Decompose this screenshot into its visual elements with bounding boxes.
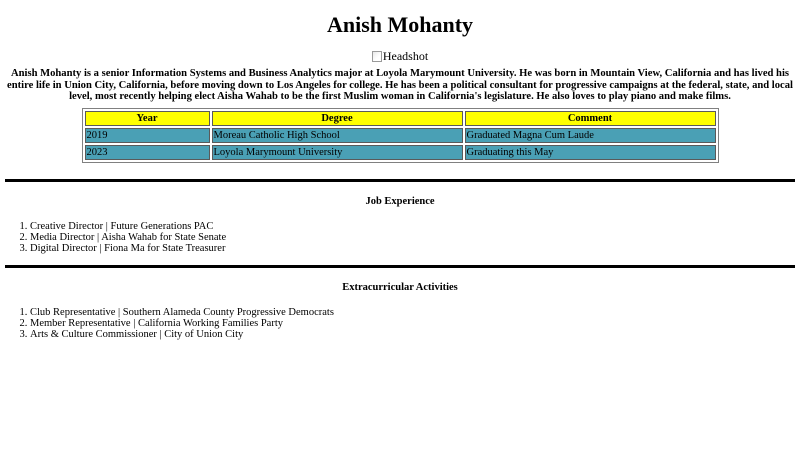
list-item: 2. Member Representative | California Working Families Party (30, 318, 795, 329)
headshot-container (5, 48, 795, 64)
broken-image-icon (372, 51, 382, 62)
page-title: Anish Mohanty (326, 12, 474, 37)
table-cell-year: 2023 (85, 145, 210, 160)
bio-paragraph: Anish Mohanty is a senior Information Systems and Business Analytics major at Loyola Marymount University. He was born in Mountain View, California and has lived his entire life in Union City, California, before moving down to Los Angeles for college. He has been a political consultant for progressive campaigns at the federal, state, and local level, most recently helping elect Aisha Wahab to be the first Muslim woman in California's legislature. He also loves to play piano and make films. (7, 68, 793, 102)
section-divider (5, 265, 795, 268)
list-item: 1. Club Representative | Southern Alameda County Progressive Democrats (30, 307, 795, 318)
table-row (85, 145, 716, 160)
list-item: 1. Creative Director | Future Generations PAC (30, 221, 795, 232)
headshot-alt-text: Headshot (382, 49, 429, 63)
extracurricular-heading: Extracurricular Activities (342, 281, 458, 293)
list-item: 3. Digital Director | Fiona Ma for State Treasurer (30, 243, 795, 254)
table-cell-degree: Moreau Catholic High School (212, 128, 463, 143)
table-cell-comment: Graduated Magna Cum Laude (465, 128, 716, 143)
job-experience-heading: Job Experience (365, 195, 435, 207)
education-table (82, 108, 719, 163)
headshot-image (372, 48, 428, 64)
table-cell-comment: Graduating this May (465, 145, 716, 160)
table-cell-degree: Loyola Marymount University (212, 145, 463, 160)
extracurricular-list (5, 307, 795, 340)
column-header-degree: Degree (212, 111, 463, 126)
table-header-row (85, 111, 716, 126)
column-header-year: Year (85, 111, 210, 126)
list-item: 3. Arts & Culture Commissioner | City of Union City (30, 329, 795, 340)
job-experience-list (5, 221, 795, 254)
section-divider (5, 179, 795, 182)
column-header-comment: Comment (465, 111, 716, 126)
table-cell-year: 2019 (85, 128, 210, 143)
list-item: 2. Media Director | Aisha Wahab for State Senate (30, 232, 795, 243)
table-row (85, 128, 716, 143)
